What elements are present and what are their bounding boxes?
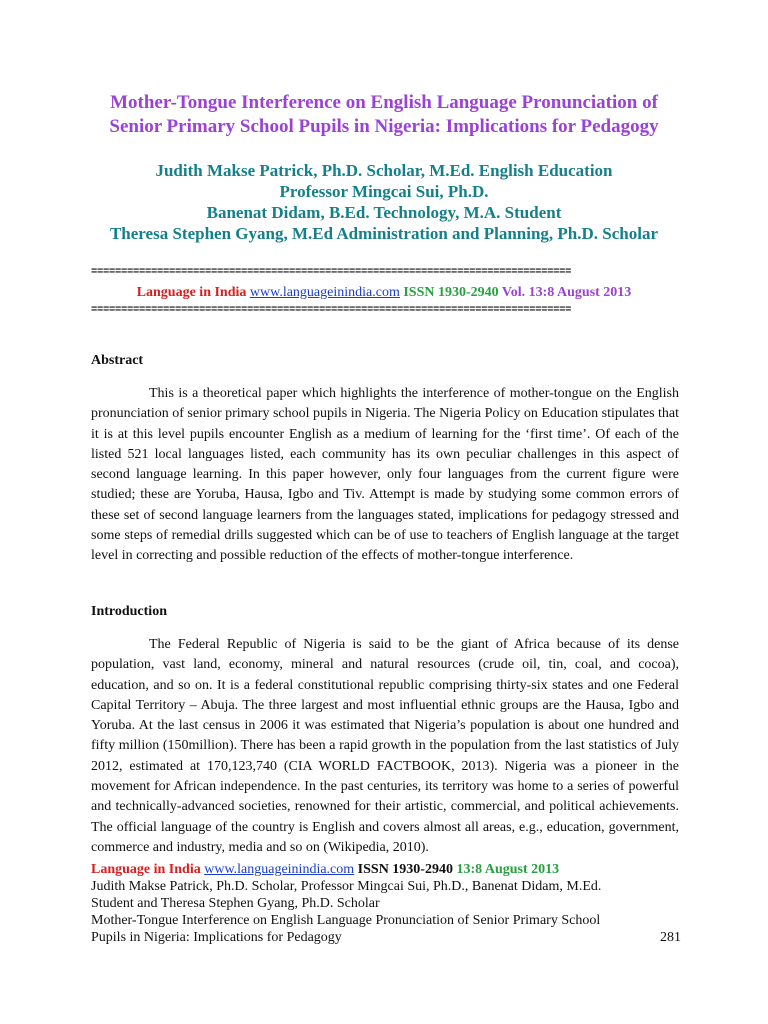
- divider-top: ================================================================================: [91, 267, 572, 277]
- footer-issn: ISSN 1930-2940: [357, 862, 453, 877]
- journal-issn: ISSN 1930-2940: [403, 285, 499, 300]
- introduction-paragraph: The Federal Republic of Nigeria is said to be the giant of Africa because of its dense population, vast land, economy, mineral and natural resources (crude oil, tin, coal, and cocoa), education, and so on. It is a federal constitutional republic comprising thirty-six states and one Federal Capital Territory – Abuja. The three largest and most influential ethnic groups are the Hausa, Igbo and Yoruba. At the last census in 2006 it was estimated that Nigeria’s population is about one hundred and fifty million (150million). There has been a rapid growth in the population from the last statistics of July 2012, estimated at 170,123,740 (CIA WORLD FACTBOOK, 2013). Nigeria was a pioneer in the movement for African independence. In the past centuries, its territory was home to a series of powerful and technically-advanced societies, renowned for their artistic, commercial, and political achievements. The official language of the country is English and covers almost all areas, e.g., education, government, commerce and industry, media and so on (Wikipedia, 2010).: [91, 637, 679, 855]
- footer-authors-line-2: Student and Theresa Stephen Gyang, Ph.D. Scholar: [91, 896, 380, 911]
- divider-bottom: ================================================================================: [91, 305, 572, 315]
- abstract-paragraph: This is a theoretical paper which highlights the interference of mother-tongue on the English pronunciation of senior primary school pupils in Nigeria. The Nigeria Policy on Education stipulates that it is at this level pupils encounter English as a medium of learning for the ‘first time’. Of each of the listed 521 local languages listed, each community has its own peculiar challenges in this aspect of second language learning. In this paper however, only four languages from the current figure were studied; these are Yoruba, Hausa, Igbo and Tiv. Attempt is made by studying some common errors of these set of second language learners from the languages stated, implications for pedagogy stressed and some steps of remedial drills suggested which can be of use to teachers of English language at the target level in correcting and possible reduction of the effects of mother-tongue interference.: [91, 386, 680, 564]
- journal-url-link[interactable]: www.languageinindia.com: [249, 285, 400, 300]
- author-2: Professor Mingcai Sui, Ph.D.: [279, 182, 489, 201]
- footer-url-link[interactable]: www.languageinindia.com: [204, 862, 355, 877]
- abstract-heading: Abstract: [91, 353, 144, 368]
- author-3: Banenat Didam, B.Ed. Technology, M.A. Student: [206, 203, 562, 222]
- author-1: Judith Makse Patrick, Ph.D. Scholar, M.Ed. English Education: [155, 161, 613, 180]
- footer-title-line-1: Mother-Tongue Interference on English Language Pronunciation of Senior Primary School: [91, 913, 601, 928]
- title-line-2: Senior Primary School Pupils in Nigeria: Implications for Pedagogy: [109, 116, 659, 137]
- author-4: Theresa Stephen Gyang, M.Ed Administration and Planning, Ph.D. Scholar: [109, 224, 659, 243]
- footer-date: 13:8 August 2013: [456, 862, 560, 877]
- author-list: [40, 160, 728, 244]
- footer-journal-name: Language in India: [91, 862, 201, 877]
- journal-volume: Vol. 13:8 August 2013: [501, 285, 632, 300]
- paper-title: [60, 91, 708, 139]
- footer-title-line-2: Pupils in Nigeria: Implications for Pedagogy: [91, 930, 342, 945]
- journal-info-line: [40, 284, 728, 302]
- journal-name: Language in India: [136, 285, 247, 300]
- footer-authors-line-1: Judith Makse Patrick, Ph.D. Scholar, Professor Mingcai Sui, Ph.D., Banenat Didam, M.Ed.: [91, 879, 602, 894]
- page-footer: [91, 861, 681, 946]
- page-number: 281: [660, 930, 681, 945]
- title-line-1: Mother-Tongue Interference on English Language Pronunciation of: [110, 92, 658, 113]
- introduction-heading: Introduction: [91, 604, 167, 619]
- footer-title-line-2-row: [91, 929, 681, 946]
- footer-journal-line: [91, 861, 681, 878]
